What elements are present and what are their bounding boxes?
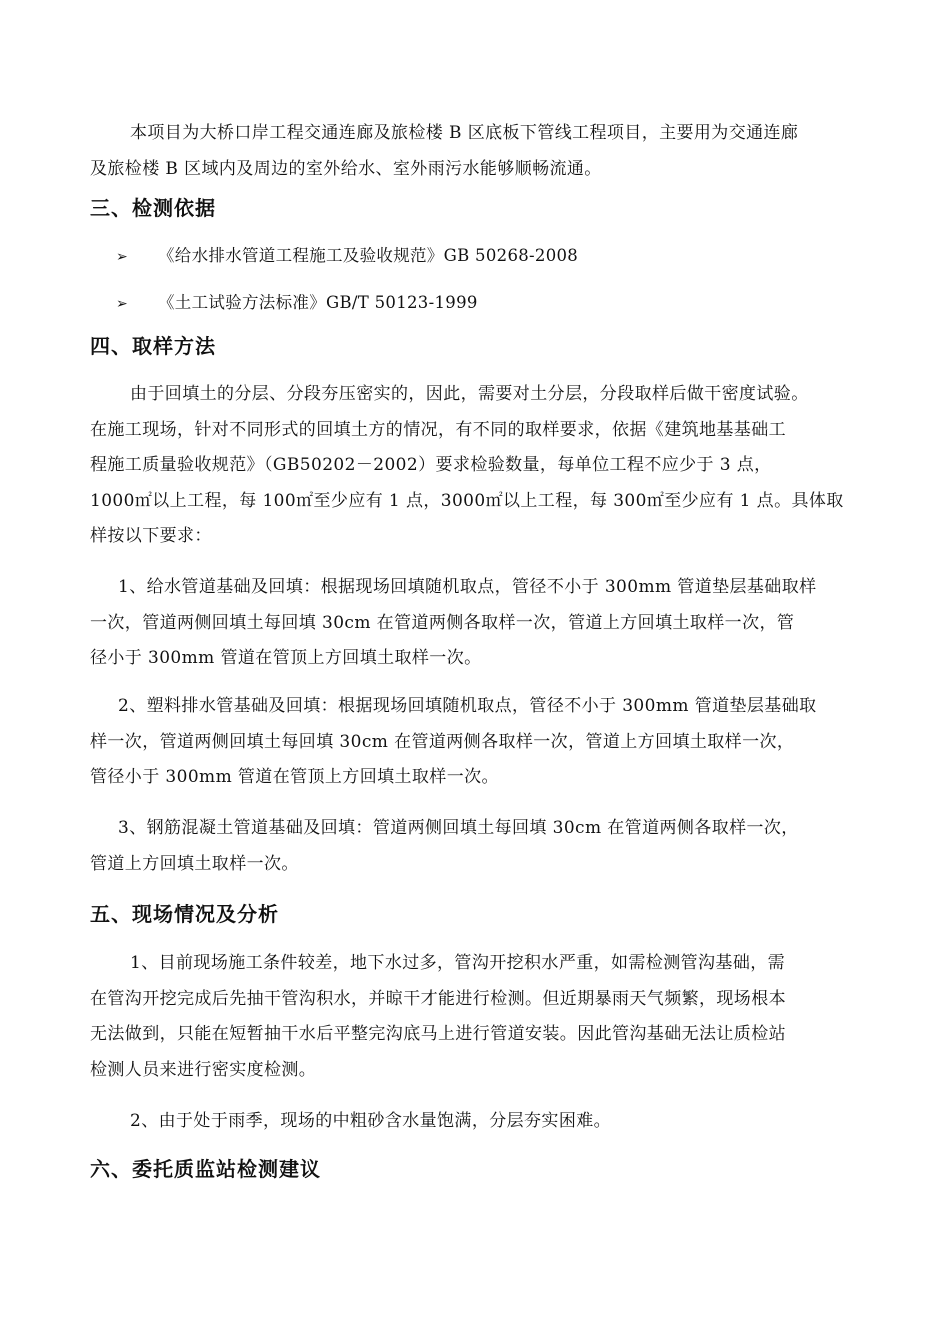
sampling-item-2 (90, 689, 860, 796)
text-line: 2、塑料排水管基础及回填：根据现场回填随机取点，管径不小于 300mm 管道垫层基础取 (118, 696, 817, 716)
reference-text: 《土工试验方法标准》GB/T 50123-1999 (158, 293, 478, 312)
reference-text: 《给水排水管道工程施工及验收规范》GB 50268-2008 (158, 246, 579, 265)
text-line: 本项目为大桥口岸工程交通连廊及旅检楼 B 区底板下管线工程项目，主要用为交通连廊 (130, 123, 799, 143)
sampling-item-1 (90, 570, 860, 677)
text-line: 由于回填土的分层、分段夯压密实的，因此，需要对土分层，分段取样后做干密度试验。 (130, 384, 809, 404)
arrow-bullet-icon: ➢ (116, 296, 128, 312)
section-heading-3: 三、检测依据 (90, 196, 216, 220)
text-line: 样一次，管道两侧回填土每回填 30cm 在管道两侧各取样一次，管道上方回填土取样一次， (90, 731, 795, 752)
list-item (116, 242, 578, 271)
text-line: 在施工现场，针对不同形式的回填土方的情况，有不同的取样要求，依据《建筑地基基础工 (90, 419, 786, 440)
text-line: 检测人员来进行密实度检测。 (90, 1059, 317, 1080)
sampling-item-3 (90, 811, 860, 882)
text-line: 在管沟开挖完成后先抽干管沟积水，并晾干才能进行检测。但近期暴雨天气频繁，现场根本 (90, 988, 786, 1009)
section-heading-5: 五、现场情况及分析 (90, 902, 279, 926)
text-line: 3、钢筋混凝土管道基础及回填：管道两侧回填土每回填 30cm 在管道两侧各取样一次， (118, 818, 799, 838)
text-line: 程施工质量验收规范》（GB50202－2002）要求检验数量，每单位工程不应少于 3 点， (90, 455, 772, 475)
text-line: 径小于 300mm 管道在管顶上方回填土取样一次。 (90, 648, 482, 668)
text-line: 样按以下要求： (90, 526, 212, 546)
section-heading-4: 四、取样方法 (90, 334, 216, 358)
text-line: 管道上方回填土取样一次。 (90, 853, 299, 874)
site-item-1 (90, 946, 860, 1088)
intro-paragraph (90, 116, 860, 187)
text-line: 及旅检楼 B 区域内及周边的室外给水、室外雨污水能够顺畅流通。 (90, 158, 602, 179)
text-line: 管径小于 300mm 管道在管顶上方回填土取样一次。 (90, 767, 499, 787)
list-item (116, 289, 478, 318)
section-heading-6: 六、委托质监站检测建议 (90, 1157, 321, 1181)
text-line: 2、由于处于雨季，现场的中粗砂含水量饱满，分层夯实困难。 (130, 1111, 612, 1131)
text-line: 1000㎡以上工程，每 100㎡至少应有 1 点，3000㎡以上工程，每 300㎡至少应有 1 点。具体取 (90, 490, 844, 511)
text-line: 无法做到，只能在短暂抽干水后平整完沟底马上进行管道安装。因此管沟基础无法让质检站 (90, 1024, 786, 1044)
text-line: 一次，管道两侧回填土每回填 30cm 在管道两侧各取样一次，管道上方回填土取样一次，管 (90, 612, 795, 633)
text-line: 1、给水管道基础及回填：根据现场回填随机取点，管径不小于 300mm 管道垫层基础取样 (118, 577, 817, 597)
text-line: 1、目前现场施工条件较差，地下水过多，管沟开挖积水严重，如需检测管沟基础，需 (130, 953, 786, 973)
site-item-2 (90, 1104, 860, 1140)
arrow-bullet-icon: ➢ (116, 249, 128, 265)
sampling-paragraph (90, 377, 860, 555)
